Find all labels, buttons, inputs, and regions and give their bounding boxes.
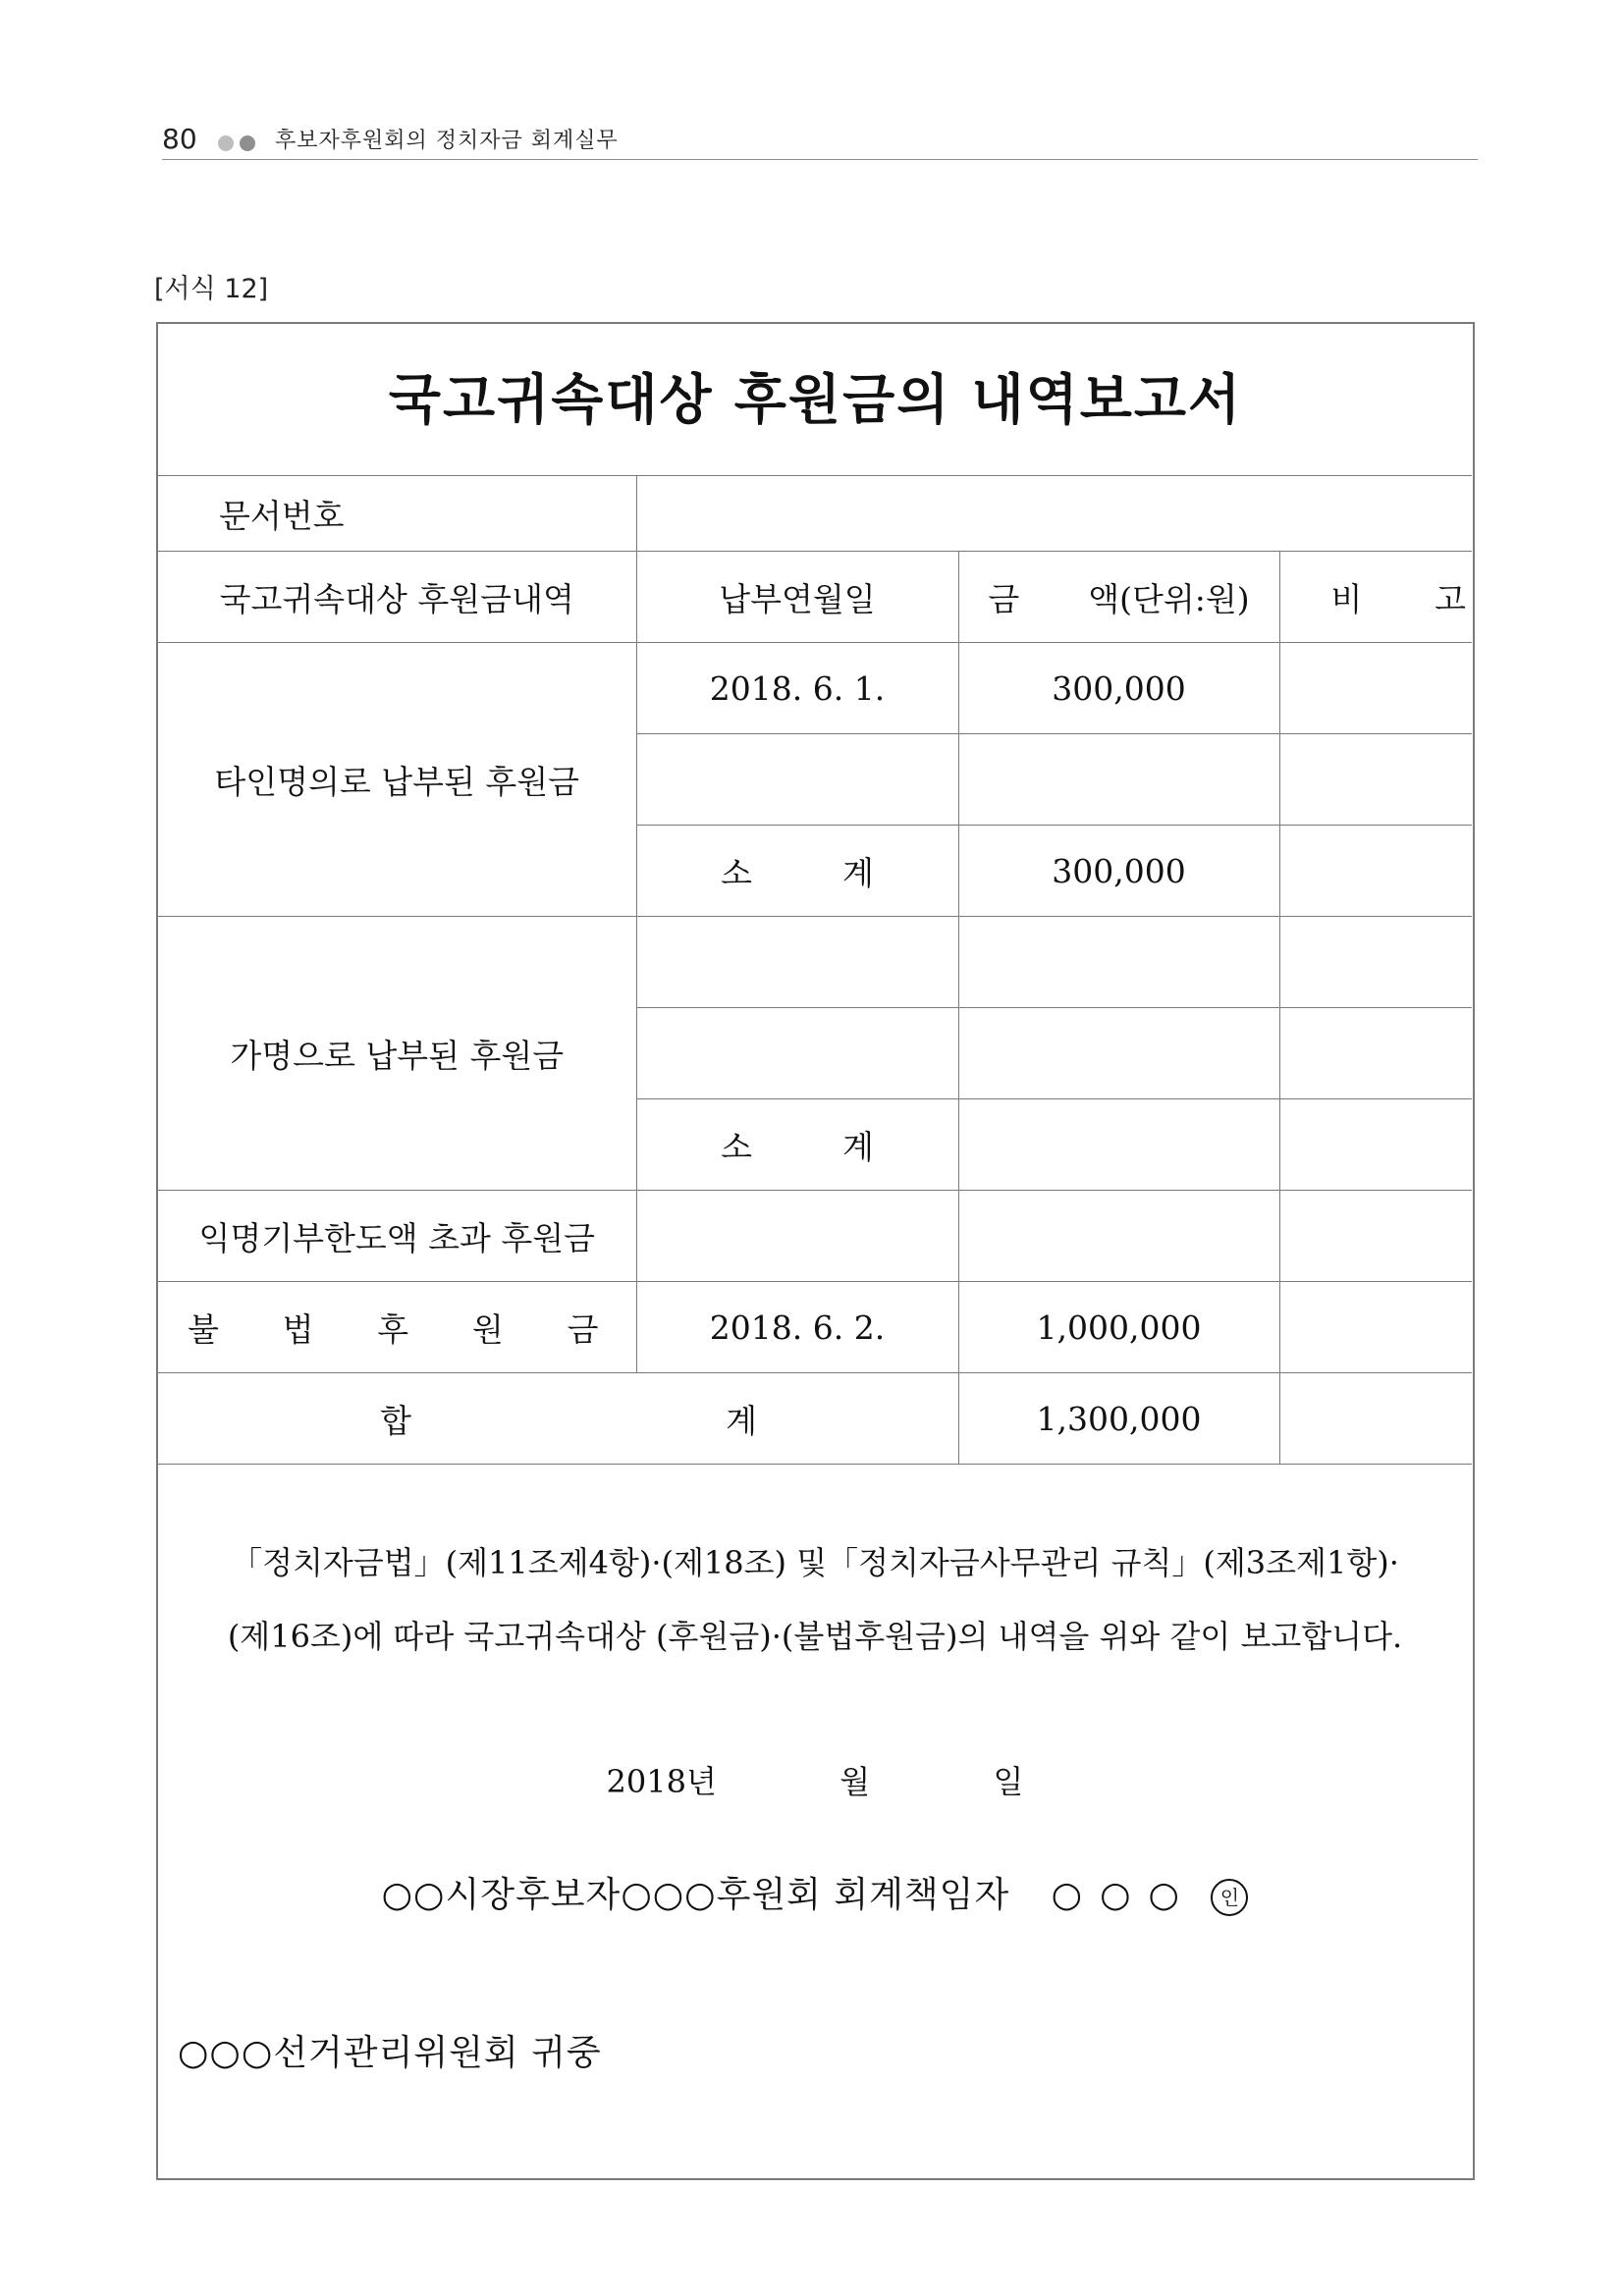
form-label: [서식 12] xyxy=(154,274,269,304)
header-remarks-part-a: 비 xyxy=(1330,579,1363,618)
report-form xyxy=(156,322,1475,2180)
date-year: 2018년 xyxy=(606,1763,717,1800)
bullet-dots-icon xyxy=(218,135,261,151)
remarks-cell[interactable] xyxy=(1279,826,1472,917)
running-header xyxy=(162,124,1478,160)
table-row xyxy=(158,1191,1472,1282)
date-cell[interactable]: 2018. 6. 2. xyxy=(636,1282,958,1373)
header-remarks xyxy=(1279,552,1472,643)
table-row xyxy=(158,917,1472,1008)
recipient: ○○○선거관리위원회 귀중 xyxy=(178,2033,602,2073)
total-row xyxy=(158,1373,1472,1465)
header-remarks-part-b: 고 xyxy=(1435,579,1467,618)
date-month: 월 xyxy=(839,1763,871,1800)
remarks-cell[interactable] xyxy=(1279,1191,1472,1282)
date-cell[interactable] xyxy=(636,917,958,1008)
header-amount-part-a: 금 xyxy=(988,579,1020,618)
subtotal-amount[interactable]: 300,000 xyxy=(958,826,1279,917)
statement xyxy=(158,1526,1472,1674)
section-illegal: 불 법 후 원 금 xyxy=(158,1282,636,1373)
table-row xyxy=(158,643,1472,734)
signatory-title: ○○시장후보자○○○후원회 회계책임자 xyxy=(381,1875,1010,1915)
form-title: 국고귀속대상 후원금의 내역보고서 xyxy=(388,368,1243,431)
subtotal-label: 소 계 xyxy=(636,826,958,917)
seal-icon: 인 xyxy=(1211,1879,1248,1916)
amount-cell[interactable] xyxy=(958,1191,1279,1282)
statement-line-2: (제16조)에 따라 국고귀속대상 (후원금)·(불법후원금)의 내역을 위와 같이 보고합니다. xyxy=(227,1618,1403,1655)
doc-number-row xyxy=(158,476,1472,552)
signatory-name: ○○○ xyxy=(1051,1875,1197,1915)
amount-cell[interactable] xyxy=(958,1008,1279,1099)
amount-cell[interactable] xyxy=(958,917,1279,1008)
amount-cell[interactable]: 1,000,000 xyxy=(958,1282,1279,1373)
statement-line-1: 「정치자금법」(제11조제4항)·(제18조) 및「정치자금사무관리 규칙」(제3조제1항)· xyxy=(231,1544,1399,1581)
remarks-cell[interactable] xyxy=(1279,643,1472,734)
remarks-cell[interactable] xyxy=(1279,1282,1472,1373)
remarks-cell[interactable] xyxy=(1279,1008,1472,1099)
remarks-cell[interactable] xyxy=(1279,1099,1472,1191)
table-row xyxy=(158,1282,1472,1373)
remarks-cell[interactable] xyxy=(1279,734,1472,826)
date-cell[interactable] xyxy=(636,734,958,826)
header-date: 납부연월일 xyxy=(636,552,958,643)
remarks-cell[interactable] xyxy=(1279,917,1472,1008)
header-row xyxy=(158,552,1472,643)
date-line xyxy=(158,1757,1472,1802)
amount-cell[interactable] xyxy=(958,734,1279,826)
total-label: 합 계 xyxy=(158,1373,958,1465)
report-table xyxy=(158,475,1472,1465)
date-cell[interactable]: 2018. 6. 1. xyxy=(636,643,958,734)
header-category: 국고귀속대상 후원금내역 xyxy=(158,552,636,643)
section-false-name: 가명으로 납부된 후원금 xyxy=(158,917,636,1191)
section-other-name: 타인명의로 납부된 후원금 xyxy=(158,643,636,917)
doc-number-value[interactable] xyxy=(636,476,1472,552)
section-anon-excess: 익명기부한도액 초과 후원금 xyxy=(158,1191,636,1282)
header-amount xyxy=(958,552,1279,643)
amount-cell[interactable]: 300,000 xyxy=(958,643,1279,734)
header-amount-part-b: 액(단위:원) xyxy=(1088,579,1250,618)
page-number: 80 xyxy=(162,123,197,155)
date-cell[interactable] xyxy=(636,1008,958,1099)
date-cell[interactable] xyxy=(636,1191,958,1282)
subtotal-label: 소 계 xyxy=(636,1099,958,1191)
remarks-cell[interactable] xyxy=(1279,1373,1472,1465)
doc-number-label: 문서번호 xyxy=(158,476,636,552)
book-title: 후보자후원회의 정치자금 회계실무 xyxy=(275,129,619,153)
total-amount[interactable]: 1,300,000 xyxy=(958,1373,1279,1465)
date-day: 일 xyxy=(993,1763,1024,1800)
subtotal-amount[interactable] xyxy=(958,1099,1279,1191)
signatory xyxy=(158,1867,1472,1917)
